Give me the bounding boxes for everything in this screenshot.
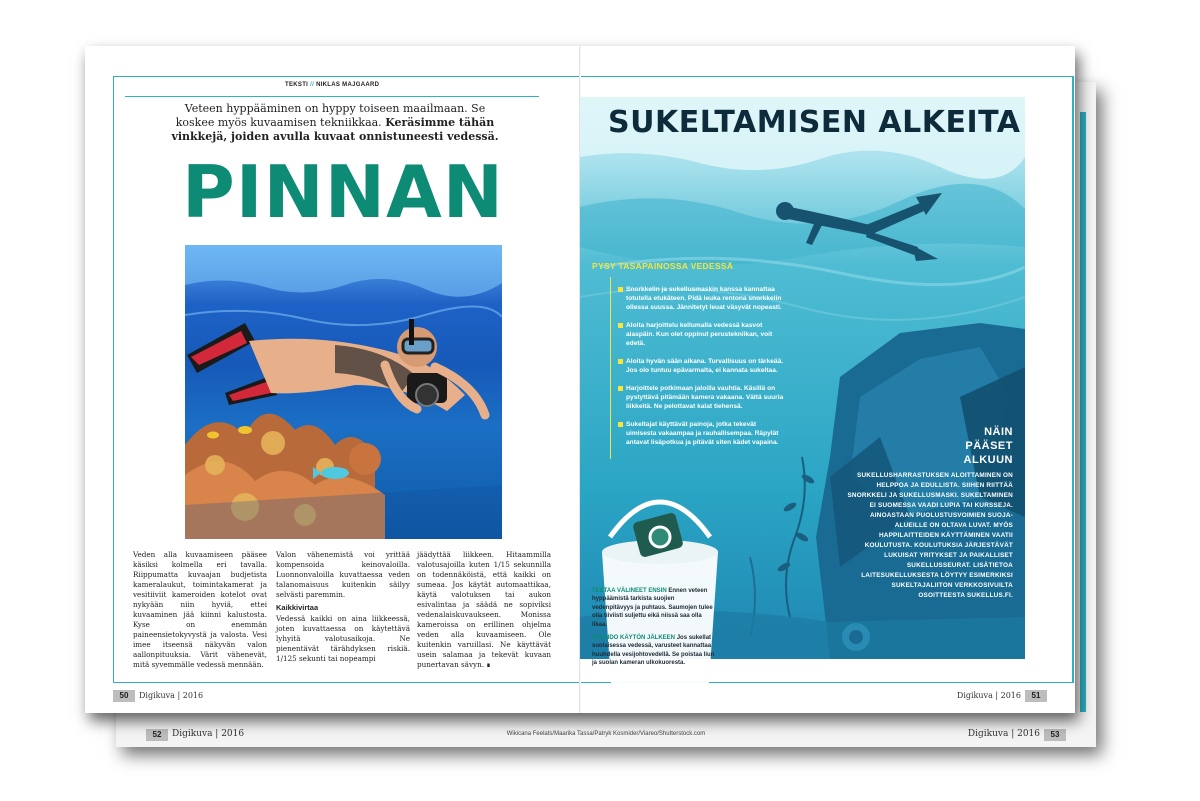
tips-rule <box>610 277 611 459</box>
tips-list <box>618 285 786 456</box>
bucket-paragraph-2 <box>592 634 717 668</box>
right-page <box>580 46 1075 713</box>
bucket-key-2: HUUHDO KÄYTÖN JÄLKEEN <box>592 635 676 642</box>
left-page <box>85 46 580 713</box>
byline-separator: // <box>310 82 315 88</box>
diver-photo-illustration <box>185 245 502 539</box>
diver-photo <box>185 245 502 539</box>
tip-item: Snorkkelin ja sukellusmaskin kanssa kannattaa totutella etukäteen. Pidä leuka rentona snorkkelin ollessa suussa. Jännitetyt leuat väsyvät nopeasti. <box>618 285 786 312</box>
right-page-number: 51 <box>1025 690 1047 702</box>
tip-item: Sukeltajat käyttävät painoja, jotka tekevät uimisesta vakaampaa ja rauhallisempaa. Räpylät antavat lisäpotkua ja pitävät siten kädet vapaina. <box>618 420 786 447</box>
tip-item: Harjoittele potkimaan jaloilla vauhtia. Käsillä on pystyttävä pitämään kamera vakaana. Vältä suuria liikkeitä. Ne pelottavat kalat tiehensä. <box>618 384 786 411</box>
intro-paragraph <box>165 102 505 144</box>
byline-label: TEKSTI <box>285 82 309 88</box>
infographic-title: SUKELTAMISEN ALKEITA <box>608 105 1021 140</box>
tip-item: Aloita hyvän sään aikana. Turvallisuus on tärkeää. Jos olo tuntuu epävarmalta, ei kannata sukeltaa. <box>618 357 786 375</box>
bucket-paragraph-1 <box>592 587 717 629</box>
side-heading-line-3: ALKUUN <box>963 454 1013 466</box>
back-teal-edge <box>1080 112 1086 712</box>
left-magazine-name: Digikuva | 2016 <box>139 691 204 700</box>
intro-bold: Keräsimme tähän vinkkejä, joiden avulla kuvaat onnistuneesti vedessä. <box>171 116 499 143</box>
side-heading-line-1: NÄIN <box>984 426 1013 438</box>
back-left-page-number: 52 <box>146 729 168 741</box>
byline <box>285 82 379 88</box>
body-column-1: Veden alla kuvaamiseen pääsee käsiksi kolmella eri tavalla. Riippumatta kuvaajan budjetista kameralaukut, toimintakamerat ja vesitiiviit kameroiden kotelot ovat nykyään niin hyviä, ettei kuvaaminen jää kiinni kalustosta. Kyse on enemmän paineensietokyvystä ja valosta. Vesi imee itseensä näkyvän valon aallonpituuksia. Värit vähenevät, mitä syvemmälle vedessä mennään. <box>133 550 267 669</box>
back-right-magazine: Digikuva | 2016 <box>967 729 1040 739</box>
left-page-number: 50 <box>113 690 135 702</box>
intro-plain: Veteen hyppääminen on hyppy toiseen maailmaan. Se koskee myös kuvaamisen tekniikkaa. <box>175 102 486 129</box>
body-text <box>125 550 551 670</box>
side-body-text: SUKELLUSHARRASTUKSEN ALOITTAMINEN ON HELPPOA JA EDULLISTA. SIIHEN RIITTÄÄ SNORKKELI JA SUKELLUSMASKI. SUKELTAMINEN EI SUOMESSA VAADI LUPIA TAI KURSSEJA. AINOASTAAN PUOLUSTUSVOIMIEN SUOJA-ALUEILLE ON OLTAVA LUVAT. MYÖS HAPPILAITTEIDEN KÄYTTÄMINEN VAATII KOULUTUSTA. KOULUTUKSIA JÄRJESTÄVÄT LUKUISAT YRITYKSET JA PAIKALLISET SUKELLUSSEURAT. LISÄTIETOA LAITESUKELLUKSESTA LÖYTYY ESIMERKIKSI SUKELTAJALIITON VERKKOSIVUILTA OSOITTEESTA SUKELLUS.FI. <box>847 472 1013 599</box>
body-column-2-b: Vedessä kaikki on aina liikkeessä, joten kuvattaessa on käytettävä lyhyitä valotusaikoja. Ne pienentävät tärähdyksen riskiä. 1/125 sekunti tai nopeampi <box>276 614 410 663</box>
bucket-text-1: Ennen veteen hyppäämistä tarkista suojien vedenpitävyys ja puhtaus. Saumojen tulee olla tiiviisti suljettu eikä niissä saa olla likaa. <box>592 588 713 628</box>
bucket-key-1: TESTAA VÄLINEET ENSIN <box>592 588 667 594</box>
subheading-kaikkivirtaa: Kaikkivirtaa <box>276 603 319 612</box>
side-heading-line-2: PÄÄSET <box>965 440 1013 452</box>
back-footer <box>116 719 1096 747</box>
right-magazine-name: Digikuva | 2016 <box>956 691 1021 700</box>
magazine-spread <box>85 46 1075 713</box>
headline: PINNAN <box>181 150 505 234</box>
byline-author: NIKLAS MAJGAARD <box>316 82 380 88</box>
side-heading <box>964 425 1013 467</box>
diving-infographic <box>580 97 1025 667</box>
body-column-2 <box>276 550 410 664</box>
photo-credit: Wikicana Feelats/Maarika Tassa/Patryk Kosmider/Viareo/Shutterstock.com <box>506 731 706 737</box>
tip-item: Aloita harjoittelu kellumalla vedessä kasvot alaspäin. Kun olet oppinut perustekniikan, voit edetä. <box>618 321 786 348</box>
body-column-3: jäädyttää liikkeen. Hitaammilla valotusajoilla kuten 1/15 sekunnilla on todennäköistä, että kaikki on sumeaa. Jos käytät automaattikaa, käytä valotuksen tai aukon esivalintaa ja säädä ne sopiviksi vedenalaiskuvaukseen. Monissa kameroissa on erillinen ohjelma veden alla kuvaamiseen. Ole kuitenkin varuillasi. Ne käyttävät usein salamaa ja tekevät kuvaan punertavan sävyn. ∎ <box>417 550 551 669</box>
bucket-text-2: Jos sukellat suolaisessa vedessä, varusteet kannattaa huuhdella vesijohtovedellä. Se poistaa liun ja suolan kameran ulkokuoresta. <box>592 635 715 667</box>
tips-heading: PYSY TASAPAINOSSA VEDESSÄ <box>592 261 734 271</box>
body-column-2-a: Valon vähenemistä voi yrittää kompensoida keinovaloilla. Luonnonvaloilla kuvattaessa veden talanomaisuus kuitenkin säilyy selvästi paremmin. <box>276 550 410 599</box>
back-left-magazine: Digikuva | 2016 <box>172 729 245 739</box>
bucket-text <box>592 587 717 673</box>
top-rule <box>125 96 539 97</box>
back-right-page-number: 53 <box>1044 729 1066 741</box>
